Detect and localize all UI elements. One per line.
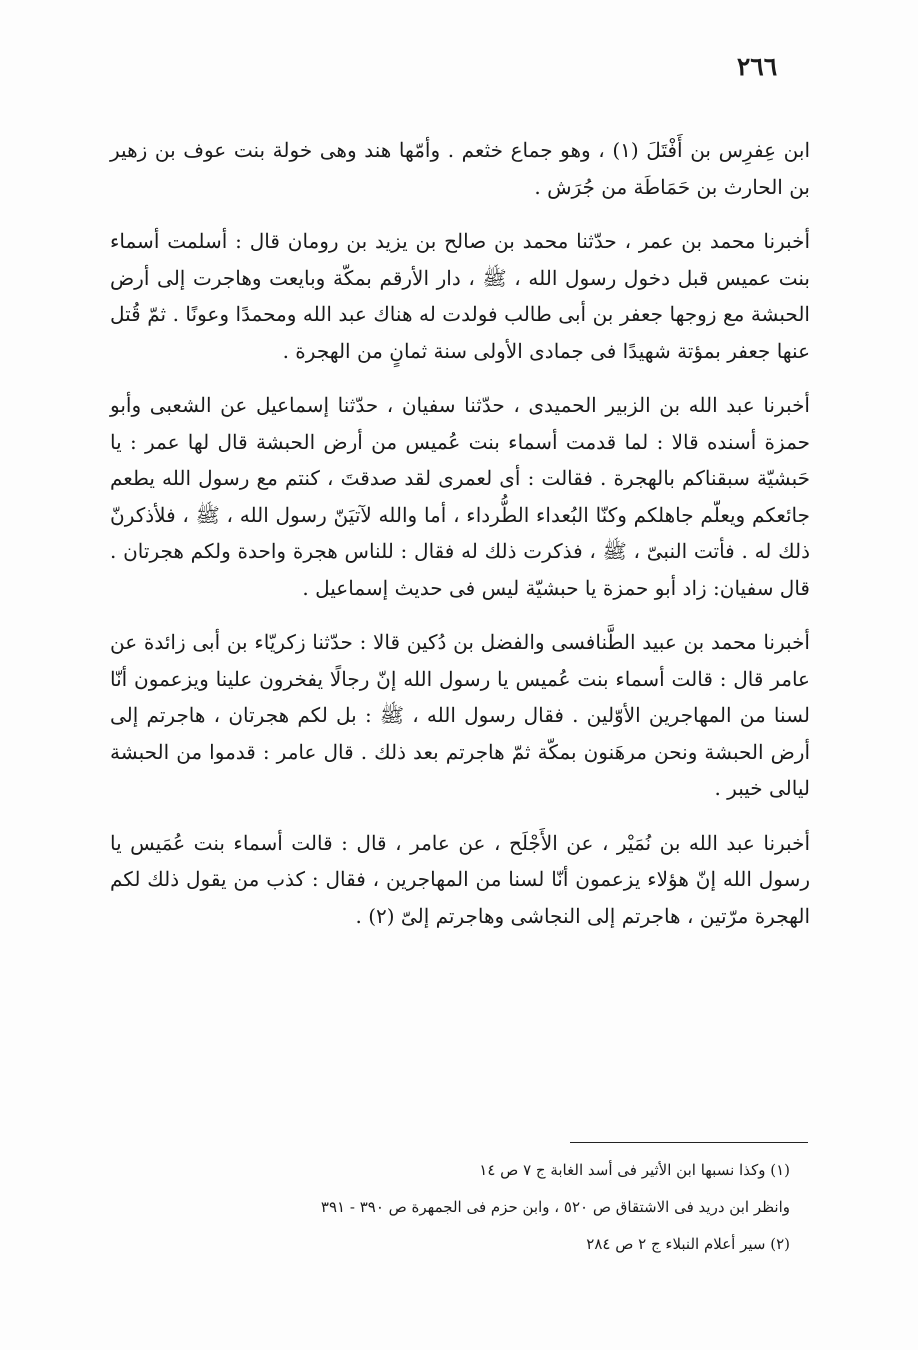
page-number: ٢٦٦ xyxy=(736,52,778,81)
footnote-divider xyxy=(570,1142,808,1143)
paragraph-lineage: ابن عِفرِس بن أَفْتَلَ (١) ، وهو جماع خثعم . وأمّها هند وهى خولة بنت عوف بن زهير بن الحارث بن حَمَاطَة من جُرَش . xyxy=(110,138,811,199)
footnote-2: (٢) سير أعلام النبلاء ج ٢ ص ٢٨٤ xyxy=(586,1235,790,1253)
footnote-1: (١) وكذا نسبها ابن الأثير فى أسد الغابة ج ٧ ص ١٤ xyxy=(479,1161,790,1179)
paragraph-hadith-2: أخبرنا عبد الله بن الزبير الحميدى ، حدّثنا سفيان ، حدّثنا إسماعيل عن الشعبى وأبو حمزة أسنده قالا : لما قدمت أسماء بنت عُميس من أرض الحبشة قال لها عمر : يا حَبشيّة سبقناكم بالهجرة . فقالت : أى لعمرى لقد صدقتَ ، كنتم مع رسول الله يطعم جائعكم ويعلّم جاهلكم وكنّا البُعداء الطُّرداء ، أما والله لآتيَنّ رسول الله ، ﷺ ، فلأذكرنّ ذلك له . فأتت النبىّ ، ﷺ ، فذكرت ذلك له فقال : للناس هجرة واحدة ولكم هجرتان . قال سفيان: زاد أبو حمزة يا حبشيّة ليس فى حديث إسماعيل . xyxy=(110,393,810,600)
footnote-1-continued: وانظر ابن دريد فى الاشتقاق ص ٥٢٠ ، وابن حزم فى الجمهرة ص ٣٩٠ - ٣٩١ xyxy=(320,1198,790,1216)
main-text xyxy=(110,132,810,952)
paragraph-hadith-1: أخبرنا محمد بن عمر ، حدّثنا محمد بن صالح بن يزيد بن رومان قال : أسلمت أسماء بنت عميس قبل دخول رسول الله ، ﷺ ، دار الأرقم بمكّة وبايعت وهاجرت إلى أرض الحبشة مع زوجها جعفر بن أبى طالب فولدت له هناك عبد الله ومحمدًا وعونًا . ثمّ قُتل عنها جعفر بمؤتة شهيدًا فى جمادى الأولى سنة ثمانٍ من الهجرة . xyxy=(110,229,810,363)
paragraph-hadith-4: أخبرنا عبد الله بن نُمَيْر ، عن الأَجْلَح ، عن عامر ، قال : قالت أسماء بنت عُمَيس يا رسول الله إنّ هؤلاء يزعمون أنّا لسنا من المهاجرين ، فقال : كذب من يقول ذلك لكم الهجرة مرّتين ، هاجرتم إلى النجاشى وهاجرتم إلىّ (٢) . xyxy=(110,830,810,928)
footnotes xyxy=(150,1152,790,1263)
paragraph-hadith-3: أخبرنا محمد بن عبيد الطَّنافسى والفضل بن دُكين قالا : حدّثنا زكريّاء بن أبى زائدة عن عامر قال : قالت أسماء بنت عُميس يا رسول الله إنّ رجالًا يفخرون علينا ويزعمون أنّا لسنا من المهاجرين الأوّلين . فقال رسول الله ، ﷺ : بل لكم هجرتان ، هاجرتم إلى أرض الحبشة ونحن مرهَنون بمكّة ثمّ هاجرتم بعد ذلك . قال عامر : قدموا من الحبشة ليالى خيبر . xyxy=(110,630,810,800)
